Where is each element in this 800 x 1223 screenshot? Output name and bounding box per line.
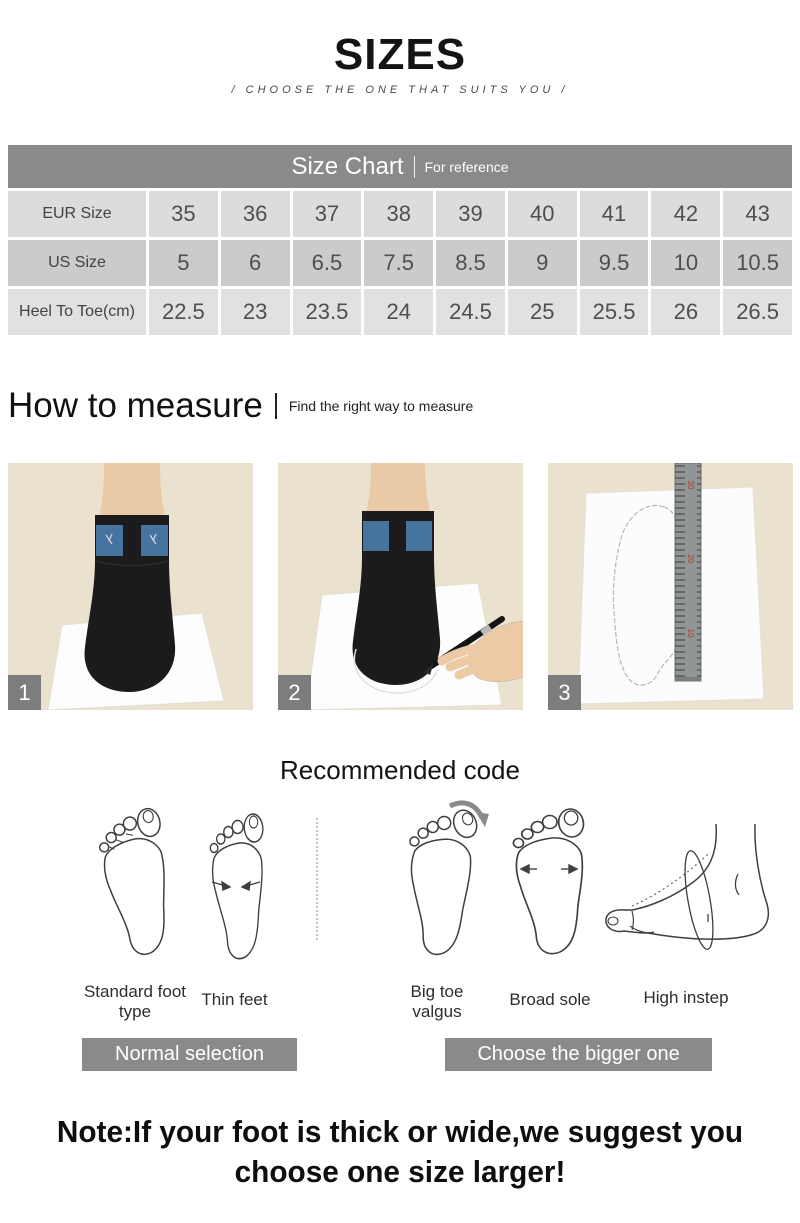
table-cell: 37 (293, 191, 362, 237)
foot-type-label-standard: Standard foot type (83, 982, 187, 1021)
table-cell: 26 (651, 289, 720, 335)
size-note-line-2: choose one size larger! (234, 1154, 566, 1190)
how-to-measure-subtitle: Find the right way to measure (288, 398, 474, 414)
table-cell: 38 (364, 191, 433, 237)
table-cell: 25.5 (580, 289, 649, 335)
table-cell: 23.5 (293, 289, 362, 335)
foot-type-label-thin: Thin feet (201, 990, 268, 1009)
step-number-badge: 2 (278, 675, 311, 710)
table-cell: 23 (221, 289, 290, 335)
standard-foot-diagram (96, 806, 180, 958)
size-chart-header (8, 145, 792, 188)
choose-bigger-one-button[interactable]: Choose the bigger one (445, 1038, 712, 1071)
foot-on-paper-illustration (8, 463, 253, 710)
group-divider-dotted (316, 818, 318, 940)
foot-type-label-instep: High instep (643, 988, 729, 1007)
broad-sole-diagram (503, 803, 598, 958)
table-cell: 36 (221, 191, 290, 237)
trace-foot-illustration (278, 463, 523, 710)
ruler-number-10: 10 (686, 628, 695, 638)
ruler-number-30: 30 (686, 480, 695, 490)
big-toe-valgus-diagram (392, 798, 492, 958)
foot-type-label-broad: Broad sole (509, 990, 591, 1009)
header-divider (414, 156, 415, 178)
table-cell: 39 (436, 191, 505, 237)
normal-selection-button[interactable]: Normal selection (82, 1038, 297, 1071)
page-title: SIZES (333, 30, 467, 79)
row-label-us: US Size (8, 240, 146, 286)
table-cell: 9 (508, 240, 577, 286)
size-note (16, 1112, 784, 1193)
size-note-line-1: Note:If your foot is thick or wide,we suggest you (56, 1114, 744, 1149)
row-label-eur: EUR Size (8, 191, 146, 237)
how-to-measure-title: How to measure (8, 386, 263, 425)
measure-step-photo-3 (548, 463, 793, 710)
size-chart-title: Size Chart (291, 152, 404, 180)
table-cell: 8.5 (436, 240, 505, 286)
how-to-measure-heading (8, 386, 473, 426)
row-label-heel-toe: Heel To Toe(cm) (8, 289, 146, 335)
table-cell: 41 (580, 191, 649, 237)
table-cell: 24 (364, 289, 433, 335)
table-cell: 43 (723, 191, 792, 237)
foot-type-label-valgus: Big toe valgus (410, 982, 464, 1021)
table-cell: 40 (508, 191, 577, 237)
size-chart-note: For reference (424, 158, 509, 175)
table-cell: 10.5 (723, 240, 792, 286)
step-number-badge: 1 (8, 675, 41, 710)
table-cell: 22.5 (149, 289, 218, 335)
size-chart-table (8, 145, 792, 335)
size-chart-grid (8, 191, 792, 335)
table-cell: 26.5 (723, 289, 792, 335)
table-cell: 6.5 (293, 240, 362, 286)
heading-divider (275, 393, 277, 419)
table-cell: 35 (149, 191, 218, 237)
table-cell: 5 (149, 240, 218, 286)
high-instep-diagram (596, 822, 796, 960)
page-subtitle: / CHOOSE THE ONE THAT SUITS YOU / (231, 84, 569, 96)
measure-step-photo-1 (8, 463, 253, 710)
table-cell: 7.5 (364, 240, 433, 286)
measure-outline-illustration (548, 463, 793, 710)
recommended-code-title: Recommended code (280, 755, 520, 785)
table-cell: 25 (508, 289, 577, 335)
table-cell: 6 (221, 240, 290, 286)
table-cell: 9.5 (580, 240, 649, 286)
thin-foot-diagram (198, 810, 274, 960)
table-cell: 42 (651, 191, 720, 237)
table-cell: 24.5 (436, 289, 505, 335)
measure-step-photo-2 (278, 463, 523, 710)
ruler-number-20: 20 (686, 554, 695, 564)
step-number-badge: 3 (548, 675, 581, 710)
table-cell: 10 (651, 240, 720, 286)
